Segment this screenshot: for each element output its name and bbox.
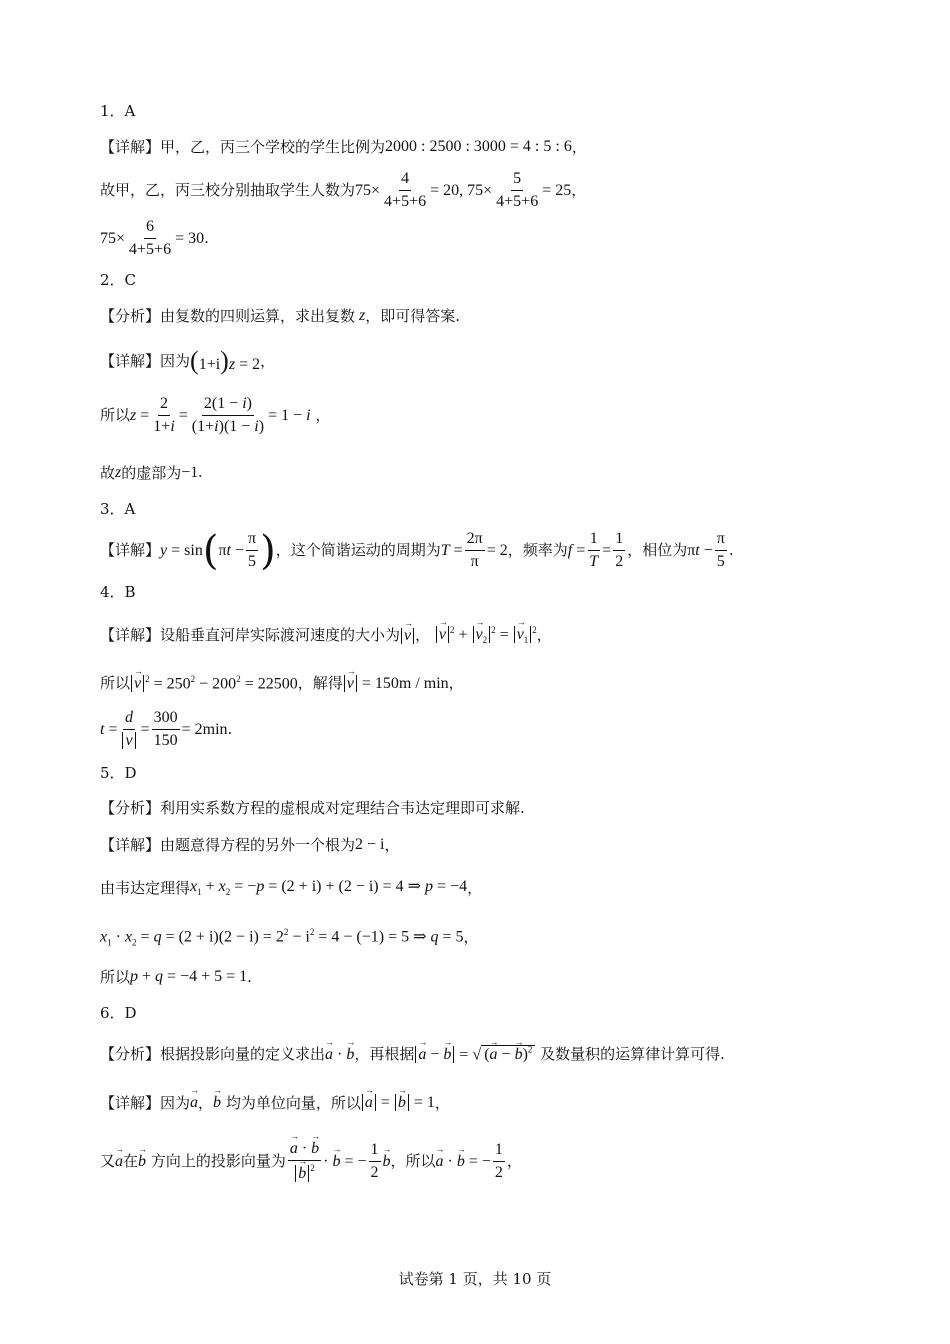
q2-detail-line2: 所以 z = $\frac{2}{1+i}$ = $\frac{2(1 - i)}{(1+i)(1 - i)}$ = 1 − i ， (100, 395, 331, 436)
q6-number: 6．D (100, 1004, 137, 1022)
q6-detail-line2: 又 → a 在 → b 方向上的投影向量为 → a · → b → b $^2$ · → b = − $\frac{1}{2}$ → b ，所以 → a · → b = − $\frac{1}{2}$ ， (100, 1140, 522, 1183)
q5-number: 5．D (100, 764, 137, 782)
q5-detail-line3: $x_1 \cdot x_2 = q = (2 + i)(2 - i) = 2^2 - i^2 = 4 - (-1) = 5$ ⇒ q = 5 ， (100, 927, 479, 948)
q4-detail-line2: 所以 → v $^2 = 250^2 - 200^2 = 22500$ ，解得 → v = 150m / min ， (100, 675, 464, 692)
q1-detail-line2: 故甲，乙，丙三校分别抽取学生人数为 75× $\frac{4}{4+5+6}$ = 20, 75× $\frac{5}{4+5+6}$ = 25 ， (100, 170, 587, 211)
q3-number: 3．A (100, 500, 136, 518)
q5-analysis: 【分析】利用实系数方程的虚根成对定理结合韦达定理即可求解. (100, 799, 525, 817)
q2-number: 2．C (100, 271, 137, 289)
q6-detail-line1: 【详解】因为 → a ， → b 均为单位向量，所以 → a = → b = 1 ， (100, 1095, 450, 1111)
page-footer: 试卷第 1 页，共 10 页 (398, 1270, 552, 1288)
q1-detail-line1: 【详解】甲，乙，丙三个学校的学生比例为 2000 : 2500 : 3000 = 4 : 5 : 6 ， (100, 137, 587, 156)
q1-number: 1．A (100, 102, 136, 120)
q2-analysis: 【分析】由复数的四则运算，求出复数 z ，即可得答案. (100, 306, 461, 325)
q4-number: 4．B (100, 583, 136, 601)
q2-detail-line3: 故 z 的虚部为 −1. (100, 463, 203, 482)
q5-detail-line2: 由韦达定理得 $x_1 + x_2 = -p = (2 + i) + (2 - i) = 4$ ⇒ p = −4 ， (100, 878, 483, 898)
q5-detail-line1: 【详解】由题意得方程的另外一个根为 2 − i ， (100, 835, 400, 854)
q2-detail-line1: 【详解】因为 (1+i)z = 2 ， (100, 346, 276, 375)
q4-detail-line1: 【详解】设船垂直河岸实际渡河速度的大小为 → v ， → v $^2$ + → $v_2^2$ = → $v_1^2$ ， (100, 626, 552, 646)
q6-analysis: 【分析】根据投影向量的定义求出 → a · → b ，再根据 → a − → b = √ (→ a − → b)$^2$ 及数量积的运算律计算可得. (100, 1046, 725, 1063)
q1-detail-line3: 75× $\frac{6}{4+5+6}$ = 30 . (100, 218, 209, 259)
q3-detail: 【详解】 y = sin ( πt − $\frac{\pi}{5}$ ) ，这个简谐运动的周期为 T = $\frac{2\pi}{\pi}$ = 2 ，频率为 f = $\frac{1}{T}$ = $\frac{1}{2}$ ，相位为 πt − $\frac{\pi}{5}$ . (100, 527, 734, 574)
q4-detail-line3: t = d → v = $\frac{300}{150}$ = 2min . (100, 709, 232, 751)
q5-detail-line4: 所以 p + q = −4 + 5 = 1 . (100, 967, 252, 986)
